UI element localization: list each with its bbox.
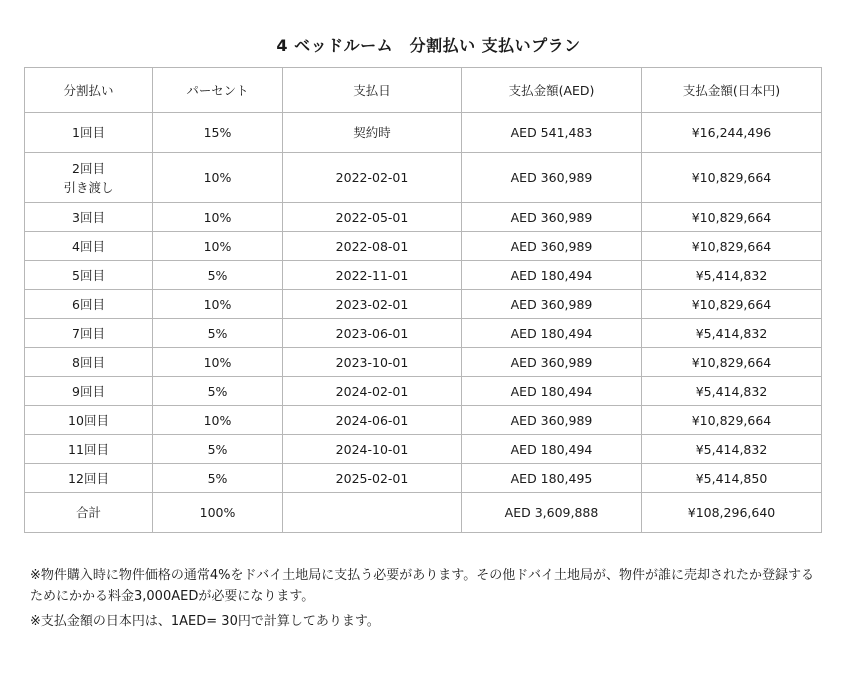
cell-amount-aed: AED 360,989 — [462, 348, 642, 377]
table-row — [25, 348, 822, 377]
cell-installment — [25, 261, 153, 290]
cell-date: 2023-02-01 — [283, 290, 462, 319]
total-percent: 100% — [153, 493, 283, 533]
note-exchange-rate: ※支払金額の日本円は、1AED= 30円で計算してあります。 — [30, 614, 380, 629]
cell-date: 2025-02-01 — [283, 464, 462, 493]
table-row — [25, 232, 822, 261]
cell-amount-aed: AED 180,494 — [462, 319, 642, 348]
table-row — [25, 464, 822, 493]
cell-amount-jpy: ¥10,829,664 — [642, 348, 822, 377]
table-total-row — [25, 493, 822, 533]
note-registration-fee: ※物件購入時に物件価格の通常4%をドバイ土地局に支払う必要があります。その他ドバイ土地局が、物件が誰に売却されたか登録するためにかかる料金3,000AEDが必要になります。 — [30, 568, 814, 604]
table-row — [25, 113, 822, 153]
cell-amount-jpy: ¥16,244,496 — [642, 113, 822, 153]
cell-date: 契約時 — [283, 113, 462, 153]
installment-sublabel: 引き渡し — [63, 179, 114, 195]
cell-amount-jpy: ¥10,829,664 — [642, 203, 822, 232]
cell-percent: 5% — [153, 319, 283, 348]
cell-date: 2022-02-01 — [283, 153, 462, 203]
cell-date: 2022-05-01 — [283, 203, 462, 232]
header-installment: 分割払い — [25, 68, 153, 113]
cell-amount-aed: AED 180,495 — [462, 464, 642, 493]
cell-installment — [25, 464, 153, 493]
cell-amount-aed: AED 360,989 — [462, 406, 642, 435]
installment-label: 8回目 — [72, 354, 105, 370]
cell-amount-jpy: ¥5,414,850 — [642, 464, 822, 493]
cell-date: 2024-10-01 — [283, 435, 462, 464]
table-row — [25, 153, 822, 203]
cell-amount-aed: AED 180,494 — [462, 435, 642, 464]
total-amount-aed: AED 3,609,888 — [462, 493, 642, 533]
cell-installment — [25, 348, 153, 377]
installment-label: 5回目 — [72, 267, 105, 283]
header-date: 支払日 — [283, 68, 462, 113]
cell-date: 2024-02-01 — [283, 377, 462, 406]
installment-label: 7回目 — [72, 325, 105, 341]
cell-percent: 10% — [153, 290, 283, 319]
cell-date: 2022-11-01 — [283, 261, 462, 290]
table-header-row — [25, 68, 822, 113]
cell-installment — [25, 203, 153, 232]
header-percent: パーセント — [153, 68, 283, 113]
installment-label: 4回目 — [72, 238, 105, 254]
installment-label: 2回目 — [72, 160, 105, 176]
cell-percent: 10% — [153, 153, 283, 203]
table-body — [25, 113, 822, 533]
cell-date: 2023-06-01 — [283, 319, 462, 348]
cell-amount-aed: AED 360,989 — [462, 232, 642, 261]
cell-percent: 10% — [153, 232, 283, 261]
cell-installment — [25, 113, 153, 153]
cell-amount-jpy: ¥10,829,664 — [642, 232, 822, 261]
cell-amount-aed: AED 360,989 — [462, 153, 642, 203]
header-amount-jpy: 支払金額(日本円) — [642, 68, 822, 113]
cell-amount-jpy: ¥10,829,664 — [642, 290, 822, 319]
cell-date: 2023-10-01 — [283, 348, 462, 377]
cell-percent: 15% — [153, 113, 283, 153]
cell-amount-jpy: ¥5,414,832 — [642, 435, 822, 464]
installment-label: 9回目 — [72, 383, 105, 399]
cell-amount-aed: AED 180,494 — [462, 377, 642, 406]
cell-installment — [25, 406, 153, 435]
installment-label: 6回目 — [72, 296, 105, 312]
table-row — [25, 290, 822, 319]
cell-amount-jpy: ¥5,414,832 — [642, 377, 822, 406]
cell-amount-aed: AED 360,989 — [462, 203, 642, 232]
cell-date: 2022-08-01 — [283, 232, 462, 261]
cell-installment — [25, 153, 153, 203]
installment-label: 11回目 — [68, 441, 109, 457]
cell-amount-aed: AED 360,989 — [462, 290, 642, 319]
cell-percent: 10% — [153, 203, 283, 232]
installment-label: 1回目 — [72, 125, 105, 140]
cell-percent: 5% — [153, 435, 283, 464]
cell-amount-aed: AED 180,494 — [462, 261, 642, 290]
cell-installment — [25, 435, 153, 464]
cell-amount-jpy: ¥5,414,832 — [642, 319, 822, 348]
installment-label: 10回目 — [68, 412, 109, 428]
cell-amount-jpy: ¥5,414,832 — [642, 261, 822, 290]
header-amount-aed: 支払金額(AED) — [462, 68, 642, 113]
cell-amount-jpy: ¥10,829,664 — [642, 406, 822, 435]
cell-percent: 5% — [153, 377, 283, 406]
cell-installment — [25, 232, 153, 261]
installment-label: 12回目 — [68, 470, 109, 486]
total-date — [283, 493, 462, 533]
cell-installment — [25, 290, 153, 319]
table-row — [25, 261, 822, 290]
cell-percent: 10% — [153, 406, 283, 435]
installment-label: 3回目 — [72, 209, 105, 225]
cell-installment — [25, 319, 153, 348]
table-row — [25, 377, 822, 406]
cell-percent: 10% — [153, 348, 283, 377]
table-row — [25, 319, 822, 348]
total-label: 合計 — [25, 493, 153, 533]
cell-percent: 5% — [153, 261, 283, 290]
cell-percent: 5% — [153, 464, 283, 493]
table-row — [25, 203, 822, 232]
page-title: 4 ベッドルーム 分割払い 支払いプラン — [276, 36, 581, 55]
payment-plan-table — [24, 67, 822, 533]
table-row — [25, 406, 822, 435]
cell-amount-jpy: ¥10,829,664 — [642, 153, 822, 203]
cell-date: 2024-06-01 — [283, 406, 462, 435]
cell-installment — [25, 377, 153, 406]
table-row — [25, 435, 822, 464]
cell-amount-aed: AED 541,483 — [462, 113, 642, 153]
total-amount-jpy: ¥108,296,640 — [642, 493, 822, 533]
